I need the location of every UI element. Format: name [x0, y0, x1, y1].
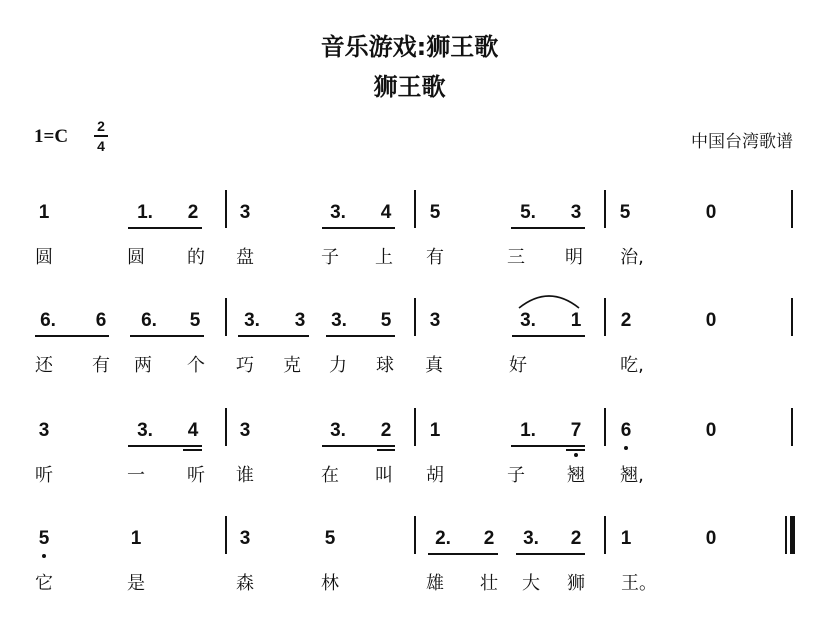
- underline: [322, 445, 395, 447]
- note: 4: [187, 420, 199, 441]
- note: 6.: [141, 310, 157, 331]
- lyric: 明: [565, 247, 583, 268]
- score-row-4: [0, 516, 819, 636]
- note: 2: [187, 202, 199, 223]
- lyric: 雄: [426, 573, 444, 594]
- barline: [791, 408, 793, 446]
- underline: [511, 227, 585, 229]
- lyric: 翘: [567, 465, 585, 486]
- time-signature-bar: [94, 135, 108, 137]
- underline: [322, 227, 395, 229]
- barline: [414, 190, 416, 228]
- lyric: 真: [425, 355, 443, 376]
- note: 2.: [435, 528, 451, 549]
- song-title: 音乐游戏:狮王歌: [320, 33, 499, 61]
- note: 1.: [137, 202, 153, 223]
- lyric: 圆: [127, 247, 145, 268]
- lyric: 壮: [480, 573, 498, 594]
- note: 2: [570, 528, 582, 549]
- barline: [414, 408, 416, 446]
- underline: [128, 445, 202, 447]
- lyric: 是: [127, 573, 145, 594]
- note: 3: [294, 310, 306, 331]
- note: 3.: [330, 420, 346, 441]
- lyric: 上: [375, 247, 393, 268]
- song-subtitle: 狮王歌: [373, 73, 446, 101]
- barline: [604, 408, 606, 446]
- barline: [604, 190, 606, 228]
- underline: [128, 227, 202, 229]
- note: 1.: [520, 420, 536, 441]
- lyric: 子: [321, 247, 339, 268]
- note: 1: [130, 528, 142, 549]
- lyric: 翘,: [620, 465, 644, 486]
- score-row-3: [0, 408, 819, 528]
- note: 3.: [523, 528, 539, 549]
- final-barline-thick: [790, 516, 795, 554]
- barline: [225, 298, 227, 336]
- note: 3.: [330, 202, 346, 223]
- note: 2: [483, 528, 495, 549]
- barline: [604, 516, 606, 554]
- lyric: 吃,: [620, 355, 644, 376]
- lyric: 听: [187, 465, 205, 486]
- tie-slur: [517, 292, 581, 310]
- note: 5: [619, 202, 631, 223]
- lyric: 大: [522, 573, 540, 594]
- lyric: 听: [35, 465, 53, 486]
- note: 5.: [520, 202, 536, 223]
- lyric: 狮: [567, 573, 585, 594]
- lyric: 力: [329, 355, 347, 376]
- lyric: 林: [321, 573, 339, 594]
- note: 1: [570, 310, 582, 331]
- lyric: 两: [134, 355, 152, 376]
- note: 3: [239, 202, 251, 223]
- lyric: 它: [35, 573, 53, 594]
- note: 5: [380, 310, 392, 331]
- underline: [512, 335, 585, 337]
- underline: [130, 335, 204, 337]
- note: 5: [189, 310, 201, 331]
- note: 3: [239, 420, 251, 441]
- lyric: 王。: [621, 573, 657, 594]
- underline: [511, 445, 585, 447]
- note: 2: [620, 310, 632, 331]
- note: 1: [429, 420, 441, 441]
- underline: [428, 553, 498, 555]
- time-signature-bottom: 4: [97, 137, 105, 154]
- score-row-2: [0, 298, 819, 418]
- note: 3: [38, 420, 50, 441]
- score-row-1: [0, 190, 819, 310]
- note: 3.: [137, 420, 153, 441]
- time-signature: [94, 118, 108, 154]
- lyric: 森: [236, 573, 254, 594]
- lyric: 好: [509, 355, 527, 376]
- lower-octave-dot: [574, 453, 578, 457]
- barline: [791, 190, 793, 228]
- note: 5: [429, 202, 441, 223]
- note: 7: [570, 420, 582, 441]
- note: 0: [705, 202, 717, 223]
- note: 0: [705, 310, 717, 331]
- note: 3.: [244, 310, 260, 331]
- lyric: 子: [507, 465, 525, 486]
- lyric: 个: [187, 355, 205, 376]
- barline: [791, 298, 793, 336]
- lyric: 在: [321, 465, 339, 486]
- note: 4: [380, 202, 392, 223]
- lyric: 一: [127, 465, 145, 486]
- time-signature-top: 2: [97, 118, 105, 134]
- lyric: 巧: [236, 355, 254, 376]
- barline: [604, 298, 606, 336]
- note: 6: [620, 420, 632, 441]
- final-barline-thin: [785, 516, 787, 554]
- underline-double: [377, 449, 395, 451]
- lyric: 的: [187, 247, 205, 268]
- lyric: 盘: [236, 247, 254, 268]
- barline: [225, 516, 227, 554]
- note: 3: [429, 310, 441, 331]
- lyric: 球: [376, 355, 394, 376]
- note: 3: [570, 202, 582, 223]
- barline: [225, 408, 227, 446]
- note: 6: [95, 310, 107, 331]
- underline-double: [566, 449, 585, 451]
- barline: [414, 298, 416, 336]
- barline: [225, 190, 227, 228]
- lyric: 谁: [236, 465, 254, 486]
- source-credit: 中国台湾歌谱: [691, 132, 793, 152]
- lyric: 治,: [620, 247, 644, 268]
- underline: [516, 553, 585, 555]
- note: 0: [705, 420, 717, 441]
- lower-octave-dot: [624, 446, 628, 450]
- barline: [414, 516, 416, 554]
- lyric: 有: [92, 355, 110, 376]
- note: 0: [705, 528, 717, 549]
- lyric: 还: [35, 355, 53, 376]
- note: 3: [239, 528, 251, 549]
- lower-octave-dot: [42, 554, 46, 558]
- lyric: 圆: [35, 247, 53, 268]
- note: 5: [38, 528, 50, 549]
- key-signature: 1=C: [34, 126, 69, 147]
- note: 3.: [520, 310, 536, 331]
- underline-double: [183, 449, 202, 451]
- underline: [326, 335, 395, 337]
- lyric: 叫: [375, 465, 393, 486]
- note: 1: [620, 528, 632, 549]
- note: 3.: [331, 310, 347, 331]
- lyric: 胡: [426, 465, 444, 486]
- note: 6.: [40, 310, 56, 331]
- note: 1: [38, 202, 50, 223]
- underline: [238, 335, 309, 337]
- note: 2: [380, 420, 392, 441]
- underline: [35, 335, 109, 337]
- lyric: 有: [426, 247, 444, 268]
- note: 5: [324, 528, 336, 549]
- lyric: 三: [507, 247, 525, 268]
- lyric: 克: [283, 355, 301, 376]
